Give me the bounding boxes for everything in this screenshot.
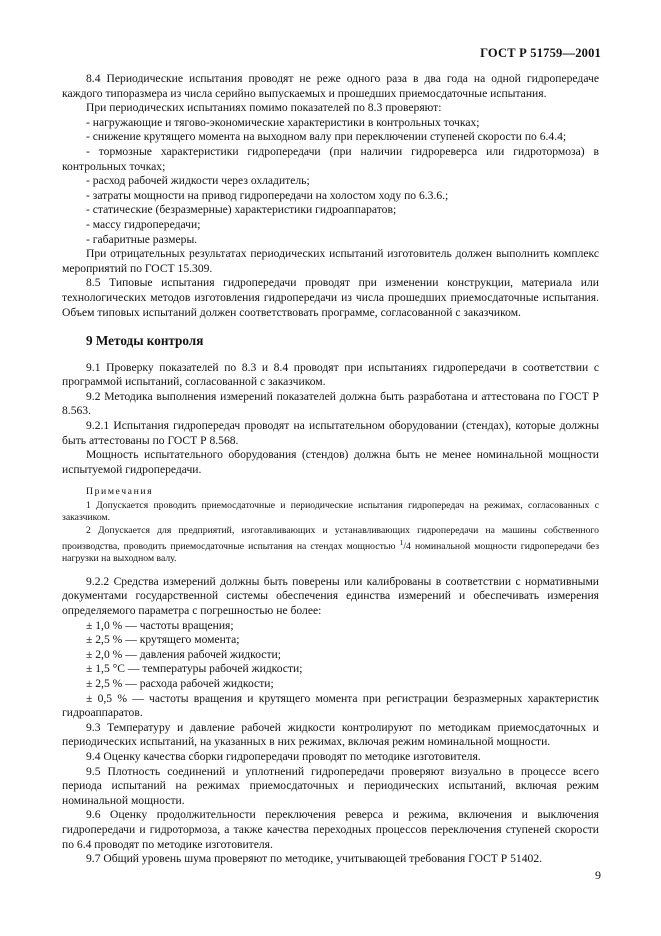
paragraph-9-3: 9.3 Температуру и давление рабочей жидкости контролируют по методикам приемосдаточных и периодических испытаний, на указанных в них режимах, включая режим номинальной мощности. (62, 720, 599, 749)
tolerance-item: ± 2,5 % — крутящего момента; (86, 633, 240, 647)
list-item: - габаритные размеры. (86, 232, 198, 246)
list-item: - массу гидропередачи; (86, 217, 201, 231)
tolerance-item: ± 2,0 % — давления рабочей жидкости; (86, 647, 281, 661)
periodic-intro: При периодических испытаниях помимо показателей по 8.3 проверяют: (86, 101, 442, 115)
notes-title: Примечания (86, 486, 154, 498)
fraction-denominator: 4 (406, 541, 411, 553)
paragraph-9-2-2: 9.2.2 Средства измерений должны быть поверены или калиброваны в соответствии с нормативными документами государственной системы обеспечения единства измерений и обеспечивать измерения определяемого параметра с погрешностью не более: (62, 574, 599, 618)
list-item: - затраты мощности на привод гидропередачи на холостом ходу по 6.3.6.; (86, 188, 449, 202)
notes-block (62, 486, 599, 565)
negative-results-paragraph: При отрицательных результатах периодических испытаний изготовитель должен выполнить комплекс мероприятий по ГОСТ 15.309. (62, 247, 599, 275)
page-number: 9 (595, 868, 601, 882)
paragraph-9-6: 9.6 Оценку продолжительности переключения реверса и режима, включения и выключения гидропередачи и гидротормоза, а также качества переходных процессов переключения ступеней скорости по 6.4 проводят по методике изготовителя. (62, 808, 599, 851)
list-item: - статические (безразмерные) характеристики гидроаппаратов; (86, 203, 397, 217)
list-item: - расход рабочей жидкости через охладитель; (86, 174, 310, 188)
paragraph-9-1: 9.1 Проверку показателей по 8.3 и 8.4 проводят при испытаниях гидропередачи в соответствии с программой испытаний, согласованной с заказчиком. (62, 360, 599, 389)
section-9-heading: 9 Методы контроля (86, 333, 204, 349)
paragraph-9-5: 9.5 Плотность соединений и уплотнений гидропередачи проверяют визуально в процессе всего периода испытаний на режимах приемосдаточных и периодических испытаний, включая режим номинальной мощности. (62, 764, 599, 807)
paragraph-9-4: 9.4 Оценку качества сборки гидропередачи проводят по методике изготовителя. (86, 750, 481, 763)
paragraph-9-2-1: 9.2.1 Испытания гидропередач проводят на испытательном оборудовании (стендах), которые должны быть аттестованы по ГОСТ Р 8.568. (62, 419, 599, 447)
tolerance-item: ± 1,0 % — частоты вращения; (86, 618, 234, 632)
fraction-numerator: 1 (399, 538, 404, 548)
list-item: - нагружающие и тягово-экономические характеристики в контрольных точках; (86, 115, 480, 129)
paragraph-8-4: 8.4 Периодические испытания проводят не реже одного раза в два года на одной гидропередаче каждого типоразмера из числа серийно выпускаемых и прошедших приемосдаточные испытания. (62, 72, 599, 100)
document-header: ГОСТ Р 51759—2001 (480, 46, 601, 60)
tolerance-item: ± 2,5 % — расхода рабочей жидкости; (86, 677, 274, 691)
paragraph-9-2: 9.2 Методика выполнения измерений показателей должна быть разработана и аттестована по ГОСТ Р 8.563. (62, 389, 599, 418)
note-2: 2 Допускается для предприятий, изготавливающих и устанавливающих гидропередачи на машины собственного производства, проводить приемосдаточные испытания на стендах мощностью $^1$/4 номинальной мощности гидропередачи без нагрузки на выходном валу. (62, 524, 600, 565)
document-body (62, 72, 599, 867)
paragraph-8-5: 8.5 Типовые испытания гидропередачи проводят при изменении конструкции, материала или технологических методов изготовления гидропередачи из числа прошедших приемосдаточные испытания. Объем типовых испытаний должен соответствовать программе, согласованной с заказчиком. (62, 276, 599, 319)
paragraph-9-7: 9.7 Общий уровень шума проверяют по методике, учитывающей требования ГОСТ Р 51402. (86, 852, 543, 866)
list-item: - снижение крутящего момента на выходном валу при переключении ступеней скорости по 6.4.4; (86, 130, 567, 144)
power-paragraph: Мощность испытательного оборудования (стендов) должна быть не менее номинальной мощности испытуемой гидропередачи. (62, 448, 599, 476)
note-1: 1 Допускается проводить приемосдаточные и периодические испытания гидропередач на режимах, согласованных с заказчиком. (62, 499, 599, 524)
tolerance-item: ± 1,5 °С — температуры рабочей жидкости; (86, 662, 303, 676)
note-2-text-a: 2 Допускается для предприятий, изготавливающих и устанавливающих гидропередачи на машины собственного производства, проводить приемосдаточные испытания на стендах мощностью (62, 524, 599, 553)
note-2-text-b: номинальной мощности гидропередачи без нагрузки на выходном валу. (62, 541, 600, 565)
list-item: - тормозные характеристики гидропередачи (при наличии гидрореверса или гидротормоза) в контрольных точках; (62, 144, 599, 173)
tolerance-item: ± 0,5 % — частоты вращения и крутящего момента при регистрации безразмерных характеристик гидроаппаратов. (62, 691, 599, 720)
